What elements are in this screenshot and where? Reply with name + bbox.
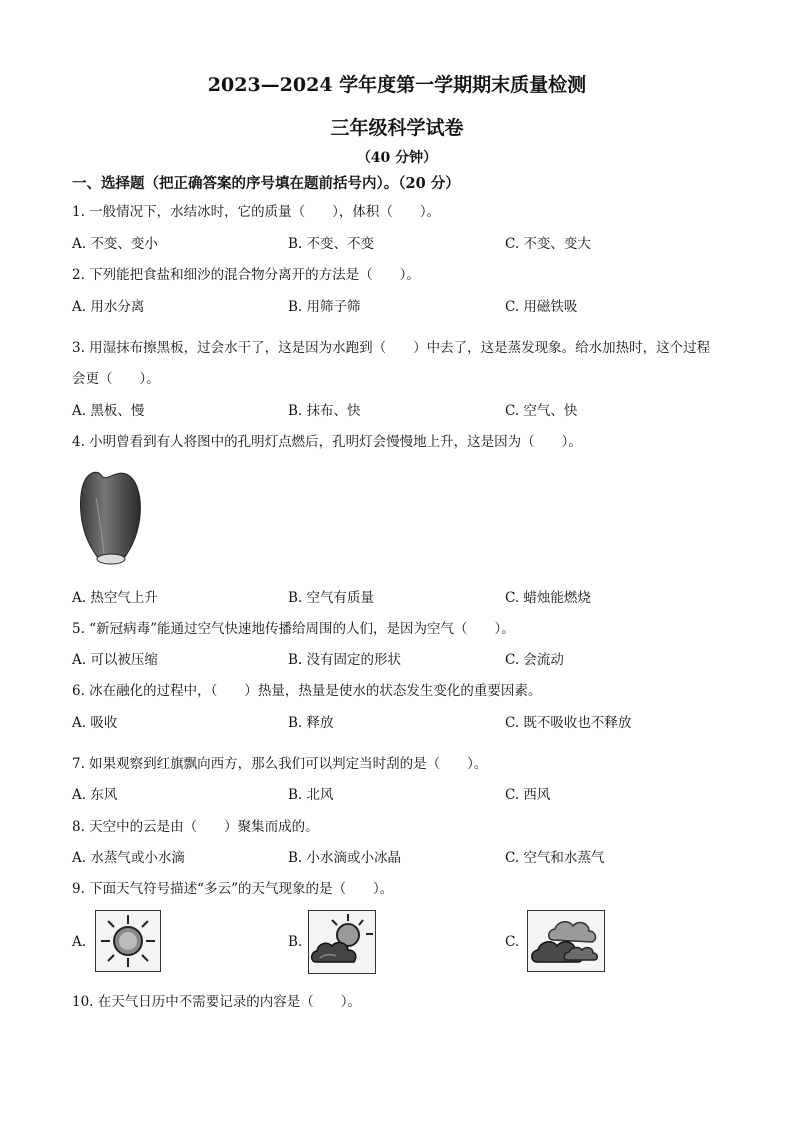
q8-option-a: A. 水蒸气或小水滴 (72, 850, 185, 866)
q9-option-a: A. (72, 934, 87, 950)
exam-duration: （40 分钟） (356, 150, 438, 166)
q6-option-a: A. 吸收 (72, 715, 118, 731)
q2-option-c: C. 用磁铁吸 (505, 299, 578, 315)
question-8: 8. 天空中的云是由（ ）聚集而成的。 (72, 819, 319, 835)
q3-option-a: A. 黑板、慢 (72, 403, 145, 419)
q2-option-a: A. 用水分离 (72, 299, 145, 315)
section-heading: 一、选择题（把正确答案的序号填在题前括号内）。（20 分） (72, 175, 460, 192)
q3-option-b: B. 抹布、快 (288, 403, 361, 419)
q8-option-b: B. 小水滴或小冰晶 (288, 850, 402, 866)
q6-option-b: B. 释放 (288, 715, 334, 731)
q5-option-a: A. 可以被压缩 (72, 652, 158, 668)
q8-option-c: C. 空气和水蒸气 (505, 850, 605, 866)
q4-option-c: C. 蜡烛能燃烧 (505, 590, 591, 606)
sky-lantern-image (76, 468, 146, 568)
cloudy-icon (527, 910, 605, 972)
question-3-line1: 3. 用湿抹布擦黑板，过会水干了，这是因为水跑到（ ）中去了，这是蒸发现象。给水加热时，这个过程 (72, 340, 711, 356)
q1-option-b: B. 不变、不变 (288, 236, 375, 252)
question-4: 4. 小明曾看到有人将图中的孔明灯点燃后，孔明灯会慢慢地上升，这是因为（ ）。 (72, 434, 582, 450)
question-9: 9. 下面天气符号描述“多云”的天气现象的是（ ）。 (72, 881, 394, 897)
q7-option-c: C. 西风 (505, 787, 551, 803)
question-6: 6. 冰在融化的过程中，（ ）热量，热量是使水的状态发生变化的重要因素。 (72, 683, 542, 699)
exam-subtitle: 三年级科学试卷 (330, 117, 464, 139)
q4-option-b: B. 空气有质量 (288, 590, 375, 606)
q5-option-c: C. 会流动 (505, 652, 564, 668)
q1-option-a: A. 不变、变小 (72, 236, 158, 252)
question-1: 1. 一般情况下，水结冰时，它的质量（ ），体积（ ）。 (72, 204, 441, 220)
q5-option-b: B. 没有固定的形状 (288, 652, 402, 668)
sunny-icon (95, 910, 161, 972)
question-5: 5. “新冠病毒”能通过空气快速地传播给周围的人们，是因为空气（ ）。 (72, 621, 515, 637)
question-3-line2: 会更（ ）。 (72, 371, 160, 387)
q9-option-b: B. (288, 934, 303, 950)
question-7: 7. 如果观察到红旗飘向西方，那么我们可以判定当时刮的是（ ）。 (72, 756, 488, 772)
q7-option-a: A. 东风 (72, 787, 118, 803)
q4-option-a: A. 热空气上升 (72, 590, 158, 606)
question-2: 2. 下列能把食盐和细沙的混合物分离开的方法是（ ）。 (72, 267, 420, 283)
q3-option-c: C. 空气、快 (505, 403, 578, 419)
q9-option-c: C. (505, 934, 520, 950)
q7-option-b: B. 北风 (288, 787, 334, 803)
q6-option-c: C. 既不吸收也不释放 (505, 715, 632, 731)
exam-title: 2023—2024 学年度第一学期期末质量检测 (207, 74, 587, 96)
q1-option-c: C. 不变、变大 (505, 236, 591, 252)
question-10: 10. 在天气日历中不需要记录的内容是（ ）。 (72, 994, 362, 1010)
partly-cloudy-icon (308, 910, 376, 974)
q2-option-b: B. 用筛子筛 (288, 299, 361, 315)
